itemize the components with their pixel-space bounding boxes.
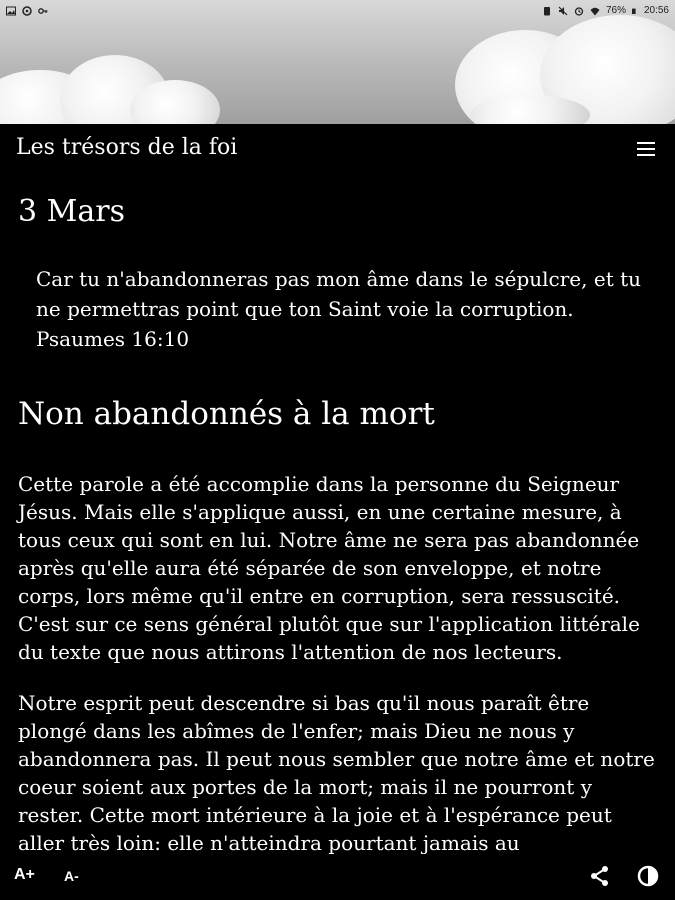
verse-text: Car tu n'abandonneras pas mon âme dans le sépulcre, et tu ne permettras point que ton Saint voie la corruption. xyxy=(36,267,642,321)
clock: 20:56 xyxy=(643,5,669,16)
battery-saver-icon xyxy=(542,6,552,16)
paragraph: Cette parole a été accomplie dans la personne du Seigneur Jésus. Mais elle s'applique aussi, en une certaine mesure, à tous ceux qui sont en lui. Notre âme ne sera pas abandonnée après qu'elle aura été séparée de son enveloppe, et notre corps, lors même qu'il entre en corruption, sera ressuscité. C'est sur ce sens général plutôt que sur l'application littérale du texte que nous attirons l'attention de nos lecteurs. xyxy=(18,472,640,664)
reading-date: 3 Mars xyxy=(18,194,125,229)
share-icon[interactable] xyxy=(589,865,611,887)
app-title: Les trésors de la foi xyxy=(16,135,238,160)
font-increase-button[interactable]: A+ xyxy=(14,866,35,883)
battery-percent: 76% xyxy=(605,5,626,16)
contrast-icon[interactable] xyxy=(637,865,659,887)
key-icon xyxy=(38,6,48,16)
alarm-icon xyxy=(574,6,584,16)
wifi-icon xyxy=(590,6,600,16)
mute-icon xyxy=(558,6,568,16)
font-decrease-button[interactable]: A- xyxy=(64,868,79,884)
bible-verse xyxy=(36,264,646,354)
reading-title: Non abandonnés à la mort xyxy=(18,396,435,432)
app-bar xyxy=(0,124,675,174)
status-bar xyxy=(0,0,675,24)
verse-reference: Psaumes 16:10 xyxy=(36,327,190,351)
image-icon xyxy=(6,6,16,16)
battery-icon xyxy=(632,6,638,16)
menu-icon[interactable] xyxy=(637,138,657,158)
bottom-toolbar xyxy=(0,856,675,900)
paragraph: Notre esprit peut descendre si bas qu'il nous paraît être plongé dans les abîmes de l'enfer; mais Dieu ne nous y abandonnera pas. Il peut nous sembler que notre âme et notre coeur soient aux portes de la mort; mais il ne pourront y rester. Cette mort intérieure à la joie et à l'espérance peut aller très loin: elle n'atteindra pourtant jamais au xyxy=(18,691,655,854)
settings-icon xyxy=(22,6,32,16)
reading-content[interactable] xyxy=(0,174,675,854)
